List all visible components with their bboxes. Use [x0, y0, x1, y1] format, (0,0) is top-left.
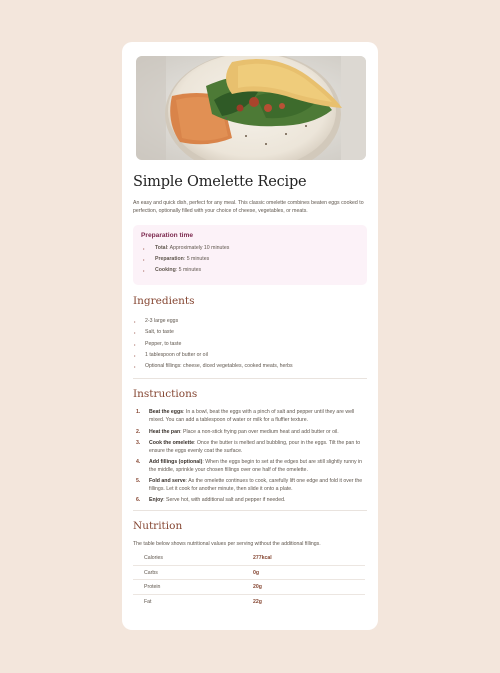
prep-item-value: : 5 minutes — [183, 256, 210, 262]
nutrition-row — [133, 566, 365, 581]
nutrition-table — [133, 551, 365, 609]
omelette-photo — [136, 56, 366, 160]
instruction-step — [133, 439, 367, 455]
ingredient-item: • Optional fillings: cheese, diced vegetables, cooked meats, herbs — [133, 361, 367, 372]
nutrition-row — [133, 595, 365, 610]
step-text: : As the omelette continues to cook, carefully lift one edge and fold it over the fillings. Let it cook for another minute, then slide it onto a plate. — [149, 478, 363, 493]
prep-item — [141, 243, 359, 254]
ingredients-heading: Ingredients — [133, 295, 195, 307]
nutrition-label: Calories — [144, 555, 164, 562]
nutrition-row — [133, 580, 365, 595]
step-key: Cook the omelette — [149, 439, 194, 446]
nutrition-value: 277kcal — [253, 555, 272, 562]
instruction-step — [133, 428, 367, 436]
preparation-time-title: Preparation time — [141, 232, 194, 239]
step-number: 2. — [136, 428, 141, 435]
nutrition-value: 20g — [253, 584, 262, 591]
step-key: Enjoy — [149, 497, 164, 504]
step-key: Beat the eggs — [149, 409, 184, 416]
ingredients-list — [133, 316, 367, 372]
nutrition-row — [133, 551, 365, 566]
step-key: Add fillings (optional) — [149, 459, 203, 466]
step-number: 5. — [136, 478, 141, 485]
prep-item-key: Cooking — [155, 267, 176, 273]
step-number: 6. — [136, 497, 141, 504]
nutrition-label: Carbs — [144, 569, 158, 576]
preparation-time-box — [133, 225, 367, 285]
step-number: 1. — [136, 409, 141, 416]
ingredient-item: • Pepper, to taste — [133, 339, 367, 350]
step-text: : In a bowl, beat the eggs with a pinch of salt and pepper until they are well mixed. You can add a tablespoon of water or milk for a fluffier texture. — [149, 409, 355, 424]
prep-item-key: Preparation — [155, 256, 184, 262]
step-key: Heat the pan — [149, 428, 181, 435]
instruction-step — [133, 477, 367, 493]
ingredient-item: • 2-3 large eggs — [133, 316, 367, 327]
step-text: : When the eggs begin to set at the edges but are still slightly runny in the middle, sprinkle your chosen fillings over one half of the omelette. — [149, 459, 363, 474]
instruction-step — [133, 458, 367, 474]
nutrition-label: Fat — [144, 599, 152, 606]
nutrition-value: 22g — [253, 599, 262, 606]
step-text: : Serve hot, with additional salt and pepper if needed. — [163, 497, 286, 504]
step-number: 3. — [136, 439, 141, 446]
step-text: : Once the butter is melted and bubbling, pour in the eggs. Tilt the pan to ensure the eggs evenly coat the surface. — [149, 439, 361, 454]
ingredient-item: • Salt, to taste — [133, 327, 367, 338]
nutrition-heading: Nutrition — [133, 520, 183, 533]
recipe-card — [122, 42, 378, 630]
nutrition-intro: The table below shows nutritional values per serving without the additional fillings. — [133, 541, 321, 548]
preparation-time-list — [141, 243, 359, 276]
instructions-list — [133, 408, 367, 504]
divider — [133, 510, 367, 511]
prep-item — [141, 265, 359, 276]
ingredient-item: • 1 tablespoon of butter or oil — [133, 350, 367, 361]
prep-item-key: Total — [155, 245, 168, 251]
instruction-step — [133, 496, 367, 504]
instruction-step — [133, 408, 367, 424]
step-text: : Place a non-stick frying pan over medium heat and add butter or oil. — [180, 428, 339, 435]
nutrition-label: Protein — [144, 584, 161, 591]
prep-item-value: : 5 minutes — [175, 267, 202, 273]
step-key: Fold and serve — [149, 478, 186, 485]
recipe-title: Simple Omelette Recipe — [133, 174, 307, 190]
divider — [133, 378, 367, 379]
recipe-intro: An easy and quick dish, perfect for any meal. This classic omelette combines beaten eggs cooked to perfection, optionally filled with your choice of cheese, vegetables, or meats. — [133, 200, 364, 214]
prep-item — [141, 254, 359, 265]
instructions-heading: Instructions — [133, 388, 198, 401]
prep-item-value: : Approximately 10 minutes — [167, 245, 230, 251]
nutrition-value: 0g — [253, 569, 260, 576]
step-number: 4. — [136, 459, 141, 466]
